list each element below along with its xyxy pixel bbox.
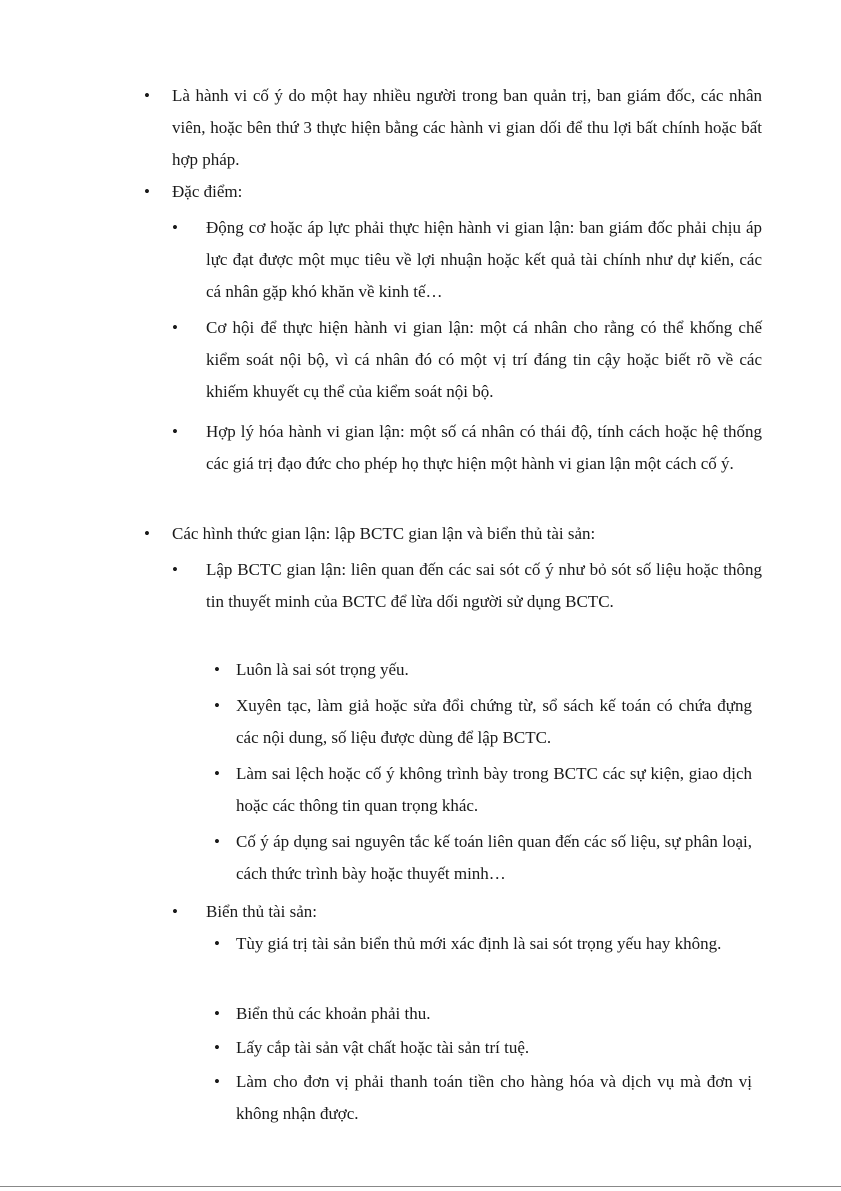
item-text: Cố ý áp dụng sai nguyên tắc kế toán liên quan đến các số liệu, sự phân loại, cách thức trình bày hoặc thuyết minh…	[236, 832, 752, 883]
list-item-misrepresent	[214, 758, 752, 822]
list-item-fraud-forms	[144, 518, 762, 550]
bullet-icon: •	[214, 832, 220, 851]
list-item-fraudulent-reporting	[172, 554, 762, 618]
bullet-icon: •	[144, 86, 150, 105]
bullet-icon: •	[214, 696, 220, 715]
list-item-misappropriation	[172, 896, 762, 928]
list-item-opportunity	[172, 312, 762, 408]
list-item-characteristics	[144, 176, 762, 208]
item-text: Xuyên tạc, làm giả hoặc sửa đổi chứng từ, sổ sách kế toán có chứa đựng các nội dung, số liệu được dùng để lập BCTC.	[236, 696, 752, 747]
item-text: Cơ hội để thực hiện hành vi gian lận: một cá nhân cho rằng có thể khống chế kiểm soát nội bộ, vì cá nhân đó có một vị trí đáng tin cậy hoặc biết rõ về các khiếm khuyết cụ thể của kiểm soát nội bộ.	[206, 318, 762, 401]
item-text: Luôn là sai sót trọng yếu.	[236, 660, 409, 679]
bullet-icon: •	[214, 764, 220, 783]
item-text: Làm sai lệch hoặc cố ý không trình bày trong BCTC các sự kiện, giao dịch hoặc các thông tin quan trọng khác.	[236, 764, 752, 815]
item-text: Hợp lý hóa hành vi gian lận: một số cá nhân có thái độ, tính cách hoặc hệ thống các giá trị đạo đức cho phép họ thực hiện một hành vi gian lận một cách cố ý.	[206, 422, 762, 473]
item-text: Động cơ hoặc áp lực phải thực hiện hành vi gian lận: ban giám đốc phải chịu áp lực đạt được một mục tiêu về lợi nhuận hoặc kết quả tài chính như dự kiến, các cá nhân gặp khó khăn về kinh tế…	[206, 218, 762, 301]
list-item-always-material	[214, 654, 752, 686]
item-text: Lấy cắp tài sản vật chất hoặc tài sản trí tuệ.	[236, 1038, 530, 1057]
bullet-icon: •	[172, 902, 178, 921]
bullet-icon: •	[214, 1004, 220, 1023]
list-item-definition	[144, 80, 762, 176]
bullet-icon: •	[214, 660, 220, 679]
bullet-icon: •	[172, 218, 178, 237]
list-item-false-payments	[214, 1066, 752, 1130]
bullet-icon: •	[214, 1038, 220, 1057]
page-bottom-border	[0, 1186, 841, 1187]
list-item-misapply-principles	[214, 826, 752, 890]
list-item-receivables	[214, 998, 752, 1030]
item-text: Đặc điểm:	[172, 182, 243, 201]
item-text: Biển thủ tài sản:	[206, 902, 317, 921]
item-text: Biển thủ các khoản phải thu.	[236, 1004, 431, 1023]
item-text: Lập BCTC gian lận: liên quan đến các sai sót cố ý như bỏ sót số liệu hoặc thông tin thuyết minh của BCTC để lừa dối người sử dụng BCTC.	[206, 560, 762, 611]
bullet-icon: •	[172, 560, 178, 579]
bullet-icon: •	[172, 422, 178, 441]
item-text: Các hình thức gian lận: lập BCTC gian lận và biển thủ tài sản:	[172, 524, 596, 543]
list-item-rationalization	[172, 416, 762, 480]
list-item-theft	[214, 1032, 752, 1064]
item-text: Làm cho đơn vị phải thanh toán tiền cho hàng hóa và dịch vụ mà đơn vị không nhận được.	[236, 1072, 752, 1123]
bullet-icon: •	[144, 182, 150, 201]
item-text: Là hành vi cố ý do một hay nhiều người trong ban quản trị, ban giám đốc, các nhân viên, hoặc bên thứ 3 thực hiện bằng các hành vi gian dối để thu lợi bất chính hoặc bất hợp pháp.	[172, 86, 762, 169]
item-text: Tùy giá trị tài sản biển thủ mới xác định là sai sót trọng yếu hay không.	[236, 934, 722, 953]
list-item-motive	[172, 212, 762, 308]
bullet-icon: •	[172, 318, 178, 337]
bullet-icon: •	[214, 934, 220, 953]
bullet-icon: •	[214, 1072, 220, 1091]
list-item-depends-value	[214, 928, 752, 960]
list-item-falsify-records	[214, 690, 752, 754]
bullet-icon: •	[144, 524, 150, 543]
